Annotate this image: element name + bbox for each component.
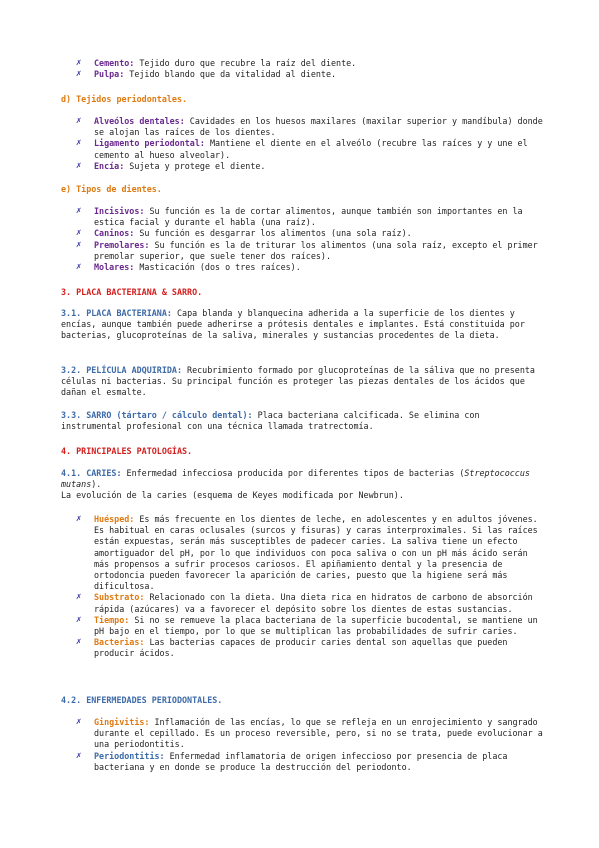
paragraph-caries [61,468,541,502]
list-item [76,138,546,160]
definition: Su función es la de cortar alimentos, aunque también son importantes en la estica facial y durante el habla (una raíz). [94,206,523,228]
section-heading: e) Tipos de dientes. [61,184,162,194]
definition: Enfermedad inflamatoria de origen infeccioso por presencia de placa bacteriana y en donde se produce la destrucción del periodonto. [94,750,508,772]
teeth-types-list [76,206,546,273]
cross-bullet-icon: ✗ [76,239,82,250]
definition: Las bacterias capaces de producir caries dental son aquellas que pueden producir ácidos. [94,637,508,659]
definition: Su función es desgarrar los alimentos (una sola raíz). [134,228,412,239]
term: Incisivos: [94,206,145,216]
term: Molares: [94,262,135,273]
cross-bullet-icon: ✗ [76,58,82,68]
list-item [76,592,546,614]
definition: Masticación (dos o tres raíces). [134,262,301,273]
paragraph-pelicula [61,365,541,399]
list-item [76,228,546,239]
teeth-parts-list [76,58,546,80]
cross-bullet-icon: ✗ [76,637,82,648]
definition: Tejido blando que da vitalidad al diente. [124,69,337,80]
definition: Su función es la de triturar los alimentos (una sola raíz, excepto el primer premolar superior, que suele tener dos raíces). [94,239,538,261]
definition: Sujeta y protege el diente. [124,160,266,171]
cross-bullet-icon: ✗ [76,160,82,171]
term: Encía: [94,160,125,171]
list-item [76,58,546,69]
definition: Inflamación de las encías, lo que se refleja en un enrojecimiento y sangrado durante el cepillado. Es un proceso reversible, pero, si no se trata, puede evolucionar a una periodontitis. [94,717,543,750]
periodontal-tissues-list [76,116,546,172]
list-item [76,615,546,637]
cross-bullet-icon: ✗ [76,514,82,524]
cross-bullet-icon: ✗ [76,116,82,126]
list-item [76,637,546,659]
term: 3.1. PLACA BACTERIANA: [61,308,172,318]
term: Periodontitis: [94,750,165,761]
term: Pulpa: [94,69,125,80]
term: Premolares: [94,239,150,250]
list-item [76,262,546,273]
term: Bacterias: [94,637,145,648]
definition: Recubrimiento formado por glucoproteínas de la sáliva que no presenta células ni bacterias. Su principal función es proteger las piezas dentales de los ácidos que dañan el esmalte. [61,365,535,398]
definition: Enfermedad infecciosa producida por diferentes tipos de bacterias ( [121,468,465,478]
list-item [76,751,546,773]
definition: Mantiene el diente en el alveólo (recubre las raíces y y une el cemento al hueso alveolar). [94,138,528,160]
cross-bullet-icon: ✗ [76,138,82,149]
definition: Es más frecuente en los dientes de leche, en adolescentes y en adultos jóvenes. Es habitual en caras oclusales (surcos y fisuras) y caras interproximales. Si las raíces están expuestas, serán más susceptibles de padecer caries. La saliva tiene un efecto amortiguador del pH, por lo que individuos con poca saliva o con un pH más ácido serán más propensos a sufrir procesos cariosos. El apiñamiento dental y la presencia de ortodoncia pueden favorecer la aparición de caries, puesto que la higiene será más dificultosa. [94,514,538,592]
cross-bullet-icon: ✗ [76,750,82,761]
list-item [76,240,546,262]
cross-bullet-icon: ✗ [76,69,82,80]
definition: Si no se remueve la placa bacteriana de la superficie bucodental, se mantiene un pH bajo en el tiempo, por lo que se multiplican las probabilidades de sufrir caries. [94,614,538,637]
term: 3.3. SARRO (tártaro / cálculo dental): [61,410,253,420]
section-heading: 4. PRINCIPALES PATOLOGÍAS. [61,446,193,456]
definition: Tejido duro que recubre la raíz del diente. [134,58,357,68]
cross-bullet-icon: ✗ [76,614,82,625]
list-item [76,69,546,80]
cross-bullet-icon: ✗ [76,592,82,603]
term: Ligamento periodontal: [94,138,205,149]
cross-bullet-icon: ✗ [76,262,82,273]
term: Huésped: [94,514,135,524]
cross-bullet-icon: ✗ [76,228,82,239]
paragraph-placa [61,308,541,342]
term: Tiempo: [94,614,130,625]
definition: Placa bacteriana calcificada. Se elimina con instrumental profesional con una técnica llamada tratrectomía. [61,410,480,432]
term: 3.2. PELÍCULA ADQUIRIDA: [61,365,183,375]
term: Gingivitis: [94,717,150,727]
caries-factors-list [76,514,546,660]
list-item [76,514,546,592]
term: Caninos: [94,228,135,239]
section-heading: 4.2. ENFERMEDADES PERIODONTALES. [61,695,223,705]
definition: Relacionado con la dieta. Una dieta rica en hidratos de carbono de absorción rápida (azúcares) va a favorecer el depósito sobre los dientes de estas sustancias. [94,592,533,614]
term: Cemento: [94,58,135,68]
definition: Capa blanda y blanquecina adherida a la superficie de los dientes y encías, aunque también puede adherirse a prótesis dentales e implantes. Está constituida por bacterias, glucoproteínas de la saliva, minerales y sustancias procedentes de la dieta. [61,308,525,341]
definition: Cavidades en los huesos maxilares (maxilar superior y mandíbula) donde se alojan las raíces de los dientes. [94,116,543,138]
term: Substrato: [94,592,145,603]
list-item [76,161,546,172]
species-name: Streptococcus mutans [61,468,530,490]
term: 4.1. CARIES: [61,468,122,478]
list-item [76,717,546,751]
periodontal-diseases-list [76,717,546,773]
list-item [76,116,546,138]
caries-note: La evolución de la caries (esquema de Keyes modificada por Newbrun). [61,490,404,501]
section-heading: d) Tejidos periodontales. [61,94,188,104]
paragraph-sarro [61,410,541,432]
list-item [76,206,546,228]
section-heading: 3. PLACA BACTERIANA & SARRO. [61,287,203,297]
term: Alveólos dentales: [94,116,185,126]
cross-bullet-icon: ✗ [76,717,82,727]
definition-end: ). [91,479,102,490]
cross-bullet-icon: ✗ [76,206,82,216]
